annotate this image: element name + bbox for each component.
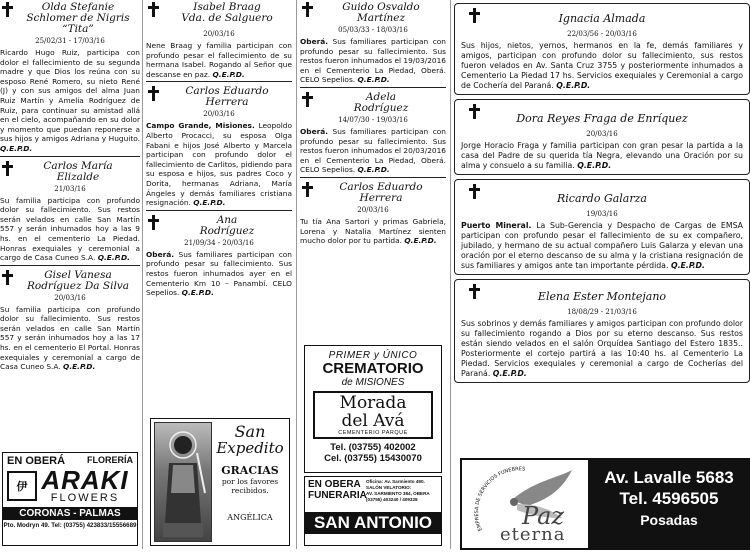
- notice-isabel-braag: [146, 0, 292, 24]
- notice-text: Su familia participa con profundo dolor su fallecimiento. Sus restos serán velados en calle San Martín 557 y serán inhumados hoy a las 9 hs. en el cementerio La Piedad. Honras exequiales y ceremonial a cargo de Casa Cuneo S.A.: [0, 195, 140, 263]
- notice-dates: 22/03/56 - 20/03/16: [567, 30, 637, 38]
- notice-name: Adela: [365, 90, 397, 103]
- cross-icon: [148, 86, 159, 101]
- notice-body: [0, 48, 140, 154]
- qepd: Q.E.P.D.: [357, 75, 390, 85]
- ad-brand: eterna: [500, 524, 566, 545]
- notice-dates: 20/03/16: [54, 293, 86, 302]
- ad-contact: Pto. Modryn 49. Tel: (03755) 423833/15556689: [3, 522, 137, 529]
- ad-crematorio: [304, 345, 442, 473]
- ad-phone: Cel. (03755) 15430070: [324, 453, 422, 464]
- notice-body: [300, 217, 446, 246]
- ad-brand: SAN ANTONIO: [305, 512, 441, 534]
- notice-dates: 20/03/16: [586, 130, 618, 138]
- notice-text: Leopoldo Alberto Procacci, su esposa Olga Fabani e hijos José Alberto y Marcela participan con profundo dolor el fallecimiento de Carlitos, pidiendo para su esposa e hijos, sus padres Coco y Dorita, hermanas Adriana, María Ángeles y demás familiares cristiana resignación.: [146, 121, 292, 208]
- notice-dates: 20/03/16: [357, 205, 389, 214]
- notice-name: Carlos Eduardo: [185, 85, 269, 98]
- saint-image: [154, 422, 212, 542]
- ad-brand: Paz: [522, 502, 565, 530]
- notice-name: Gisel Vanesa: [44, 268, 112, 281]
- ad-logo-panel: [462, 460, 588, 548]
- notice-text: Nene Braag y familia participan con profundo pesar el fallecimiento de su hermana Isabel. Rogando al Señor que descanse en paz.: [146, 41, 292, 79]
- ad-brand: ARAKI: [41, 465, 129, 495]
- ad-location: EN OBERÁ: [7, 455, 66, 467]
- qepd: Q.E.P.D.: [577, 161, 612, 170]
- ad-info: Oficina: Av. Sarmiento 490.: [366, 479, 425, 484]
- qepd: Q.E.P.D.: [492, 369, 527, 378]
- notice-name: Carlos María: [43, 159, 113, 172]
- divider: [146, 210, 292, 211]
- divider: [0, 156, 140, 157]
- notice-name: Isabel Braag: [193, 1, 261, 13]
- divider: [300, 177, 446, 178]
- ad-location: EN OBERA: [308, 479, 361, 490]
- ad-headline-sub: de MISIONES: [341, 377, 405, 388]
- notice-text: Jorge Horacio Fraga y familia participan con gran pesar la partida a la casa del Padre de su querida tía Negra, elevando una Oración por su alma y consuelo a su familia.: [461, 141, 743, 170]
- notice-body: [461, 141, 743, 171]
- divider: [300, 87, 446, 88]
- qepd: Q.E.P.D.: [97, 253, 130, 263]
- notice-name: Olda Stefanie: [41, 1, 115, 13]
- notice-text: Sus hijos, nietos, yernos, hermanos en la fe, demás familiares y amigos, participan con profundo dolor su fallecimiento, sus restos fueron velados en Av. Santa Cruz 3755 y posteriormente inhumados a Cementerio La Piedad 17 hs. Servicios exequiales y Ceremonial a cargo de Cochería del Paraná.: [461, 41, 743, 90]
- ad-arc-text: EMPRESA DE SERVICIOS FUNEBRES: [474, 466, 526, 532]
- column-rule: [450, 0, 451, 549]
- ad-info: AV. SARMIENTO 384, OBERA: [366, 491, 430, 496]
- cross-icon: [302, 2, 313, 17]
- cross-icon: [2, 2, 13, 17]
- notice-ignacia-almada: [454, 3, 750, 95]
- notice-dates: 05/03/33 - 18/03/16: [338, 26, 408, 34]
- notice-name: Vda. de Salguero: [181, 12, 273, 24]
- ad-phone: Tel. 4596505: [619, 489, 719, 508]
- notice-adela-rodriguez: [300, 90, 446, 114]
- notice-carlos-eduardo: [146, 84, 292, 108]
- ad-thanks: GRACIAS: [221, 464, 279, 477]
- ad-brand-sub: FLOWERS: [50, 492, 120, 504]
- notice-name: Carlos Eduardo: [339, 180, 423, 193]
- cross-icon: [302, 92, 313, 107]
- qepd: Q.E.P.D.: [193, 198, 226, 208]
- ad-address: Av. Lavalle 5683: [604, 468, 734, 487]
- notice-body: [146, 250, 292, 298]
- notice-name: Ricardo Galarza: [557, 192, 647, 205]
- notice-body: [0, 196, 140, 263]
- ad-info: (03755) 403240 / 409328: [366, 497, 418, 502]
- notice-name: Elizalde: [56, 170, 100, 183]
- notice-ricardo-galarza: [454, 179, 750, 275]
- notice-dora-reyes: [454, 99, 750, 175]
- ad-category: FLORERÍA: [87, 455, 133, 465]
- notice-text: Ricardo Hugo Ruiz, participa con dolor el fallecimiento de su segunda madre y que Dios los reúna con su esposo René Romero, su nieto René (J) y con sus amigos del alma Juan Ruiz Martín y Amelia Rodríguez de Ruiz, para continuar su amistad allá en el cielo, acompañando en su dolor y momento que puedan reponerse a sus hijos y amigos Adriana y Huguito.: [0, 48, 140, 144]
- cross-icon: [469, 104, 480, 119]
- notice-name: Herrera: [205, 96, 249, 109]
- notice-name: Rodríguez: [199, 224, 255, 237]
- notice-name: Guido Osvaldo: [342, 1, 420, 13]
- column-rule: [142, 0, 143, 549]
- divider: [146, 81, 292, 82]
- notice-text: Sus familiares participan con profundo pesar su fallecimiento. Sus restos fueron inhumados el 20/03/2016 en el Cementerio La Piedad, Oberá. CELO Sepelios.: [300, 126, 446, 175]
- notice-body: [0, 305, 140, 372]
- notice-name: Ignacia Almada: [558, 12, 646, 25]
- notice-dates: 25/02/31 - 17/03/16: [35, 37, 105, 45]
- notice-name: Schlomer de Nigris: [26, 12, 130, 24]
- notice-body: [461, 41, 743, 91]
- notice-text: La Sub-Gerencia y Despacho de Cargas de EMSA participan con profundo pesar el fallecimiento de su ex compañero, jubilado, y hermano de su actual compañero Luis Galarza y elevan una oración por el eterno descanso de su alma y la cristiana resignación de sus familiares y amigos ante tan importante pérdida.: [461, 221, 743, 270]
- notice-ana-rodriguez: [146, 213, 292, 237]
- notice-text: Sus familiares participan con profundo pesar su fallecimiento. Sus restos fueron inhumados el 19/03/2016 en el Cementerio La Piedad, Oberá. CELO Sepelios.: [300, 37, 446, 85]
- notice-body: [461, 221, 743, 271]
- notice-name: Rodríguez Da Silva: [26, 279, 129, 292]
- notice-gisel-vanesa: [0, 268, 140, 292]
- notice-name: Ana: [216, 213, 238, 226]
- notice-text: Sus familiares participan con profundo pesar su fallecimiento. Sus restos fueron inhumados ayer en el Cementerio Km 10 – Panambí. CELO Sepelios.: [146, 249, 292, 298]
- notice-name: Rodríguez: [353, 101, 409, 114]
- cross-icon: [469, 284, 480, 299]
- notice-nickname: “Tita”: [62, 23, 94, 35]
- notice-name: Elena Ester Montejano: [537, 290, 667, 303]
- ad-city: Posadas: [640, 512, 698, 528]
- notice-lead: Oberá.: [146, 249, 175, 259]
- ad-category: FUNERARIA: [308, 490, 367, 501]
- ad-signature: ANGÉLICA: [227, 513, 273, 522]
- notice-name: Herrera: [359, 191, 403, 204]
- notice-body: [300, 37, 446, 85]
- notice-text: Sus sobrinos y demás familiares y amigos participan con profundo dolor su fallecimiento rogando a Dios por su eterno descanso. Sus restos están siendo velados en el salón Orquídea Santiago del Estero 1835.. Posteriormente el cortejo partirá a las 10:40 hs. al Cementerio La Piedad. Servicios exequiales y ceremonial a cargo de Cocherías del Paraná.: [461, 319, 743, 378]
- notice-guido-osvaldo: [300, 0, 446, 24]
- notice-body: [461, 319, 743, 379]
- notice-dates: 18/08/29 - 21/03/16: [567, 308, 637, 316]
- notice-lead: Campo Grande, Misiones.: [146, 121, 255, 131]
- notice-carlos-maria: [0, 159, 140, 183]
- notice-dates: 14/07/30 - 19/03/16: [338, 115, 408, 124]
- ad-headline-main: CREMATORIO: [322, 360, 424, 377]
- cross-icon: [148, 215, 159, 230]
- notice-body: [300, 127, 446, 175]
- cross-icon: [469, 8, 480, 23]
- qepd: Q.E.P.D.: [63, 362, 96, 372]
- divider: [0, 265, 140, 266]
- notice-body: [146, 41, 292, 79]
- notice-olda-stefanie: [0, 0, 140, 35]
- qepd: Q.E.P.D.: [212, 69, 245, 79]
- ad-info-panel: [588, 460, 750, 548]
- cross-icon: [2, 161, 13, 176]
- notice-lead: Oberá.: [300, 37, 329, 46]
- ad-products: CORONAS - PALMAS: [3, 507, 137, 520]
- araki-logo-icon: 伊: [7, 471, 37, 501]
- ad-brand: Morada: [339, 393, 407, 413]
- qepd: Q.E.P.D.: [404, 236, 437, 246]
- notice-lead: Oberá.: [300, 126, 329, 136]
- notice-text: Tu tía Ana Sartori y primas Gabriela, Lorena y Natalia Martínez sienten mucho dolor por tu partida.: [300, 216, 446, 246]
- notice-name: Martínez: [356, 12, 406, 24]
- qepd: Q.E.P.D.: [670, 261, 705, 270]
- notice-dates: 19/03/16: [586, 210, 618, 218]
- notice-dates: 20/03/16: [203, 110, 235, 119]
- notice-name: Dora Reyes Fraga de Enríquez: [516, 112, 688, 125]
- qepd: Q.E.P.D.: [181, 288, 214, 298]
- ad-paz-eterna: [460, 458, 750, 550]
- qepd: Q.E.P.D.: [0, 143, 33, 153]
- ad-info: SALÓN VELATORIO:: [366, 485, 412, 490]
- ad-phone: Tel. (03755) 402002: [330, 442, 416, 453]
- ad-brand: del Avá: [341, 411, 405, 431]
- ad-headline: PRIMER y ÚNICO: [328, 350, 418, 361]
- cross-icon: [469, 184, 480, 199]
- saint-figure-icon: [155, 423, 211, 541]
- ad-floreria-araki: [2, 452, 138, 546]
- ad-funeraria-san-antonio: [304, 476, 442, 546]
- ad-thanks-sub: por los favores recibidos.: [221, 477, 279, 495]
- notice-dates: 20/03/16: [203, 30, 235, 38]
- notice-carlos-eduardo-herrera: [300, 180, 446, 204]
- cross-icon: [148, 2, 159, 17]
- ad-brand-sub: CEMENTERIO PARQUE: [338, 430, 408, 436]
- column-rule: [296, 0, 297, 549]
- notice-lead: Puerto Mineral.: [461, 221, 532, 230]
- notice-text: Su familia participa con profundo dolor su fallecimiento. Sus restos serán velados en calle San Martín 557 y serán inhumados hoy a las 17 hs. en el cementerio El Portal. Honras exequiales y ceremonial a cargo de Casa Cuneo S.A.: [0, 304, 140, 372]
- notice-dates: 21/03/16: [54, 184, 86, 193]
- qepd: Q.E.P.D.: [357, 165, 390, 175]
- cross-icon: [302, 182, 313, 197]
- cross-icon: [2, 270, 13, 285]
- qepd: Q.E.P.D.: [556, 81, 591, 90]
- ad-title: San: [234, 422, 266, 441]
- notice-dates: 21/09/34 - 20/03/16: [184, 238, 254, 247]
- notice-body: [146, 121, 292, 207]
- notice-elena-montejano: [454, 279, 750, 383]
- ad-title: Expedito: [216, 439, 284, 457]
- ad-brand-box: [313, 391, 433, 439]
- ad-san-expedito: [150, 418, 290, 546]
